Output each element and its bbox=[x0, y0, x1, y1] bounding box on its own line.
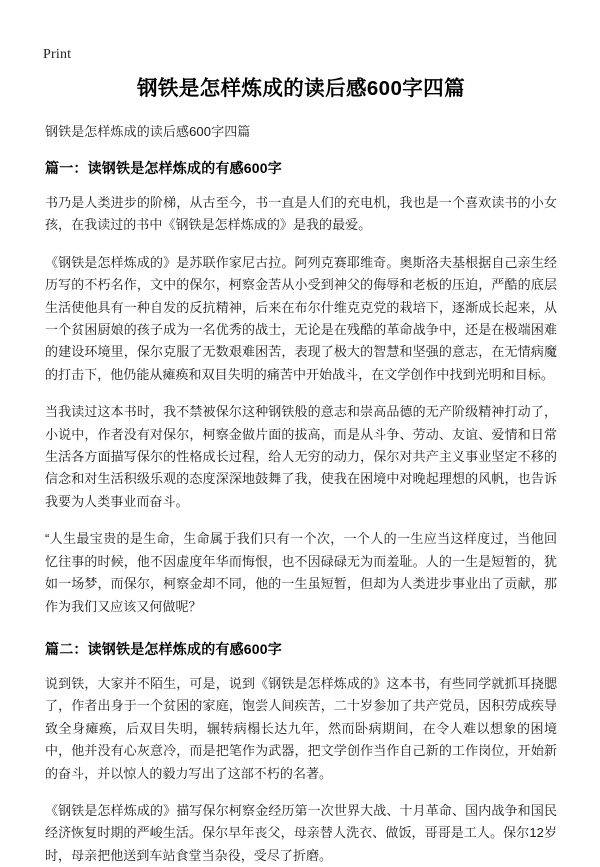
print-label[interactable]: Print bbox=[43, 47, 72, 62]
document-section bbox=[45, 639, 557, 867]
page-title: 钢铁是怎样炼成的读后感600字四篇 bbox=[136, 77, 465, 100]
section-heading: 篇一：读钢铁是怎样炼成的有感600字 bbox=[45, 160, 282, 176]
document-content bbox=[45, 76, 557, 867]
section-heading: 篇二：读钢铁是怎样炼成的有感600字 bbox=[45, 640, 282, 657]
section-paragraph: 说到铁，大家并不陌生，可是，说到《钢铁是怎样炼成的》这本书，有些同学就抓耳挠腮了，作者出身于一个贫困的家庭，饱尝人间疾苦，二十岁参加了共产党员，因积劳成疾导致全身瘫痪，后双目失明，辗转病榻长达九年，然而卧病期间，在令人难以想象的困境中，他并没有心灰意冷，而是把笔作为武器，把文学创作当作自己新的工作岗位，开始新的奋斗，并以惊人的毅力写出了这部不朽的名著。 bbox=[45, 675, 557, 781]
document-section bbox=[45, 158, 557, 618]
document-subtitle: 钢铁是怎样炼成的读后感600字四篇 bbox=[45, 124, 251, 139]
section-paragraph: 书乃是人类进步的阶梯，从古至今，书一直是人们的充电机，我也是一个喜欢读书的小女孩，在我读过的书中《钢铁是怎样炼成的》是我的最爱。 bbox=[45, 195, 557, 233]
section-paragraph: “人生最宝贵的是生命，生命属于我们只有一个次，一个人的一生应当这样度过，当他回忆往事的时候，他不因虚度年华而悔恨，也不因碌碌无为而羞耻。人的一生是短暂的，犹如一场梦，而保尔，柯察金却不同，他的一生虽短暂，但却为人类进步事业出了贡献，那作为我们又应该又何做呢？ bbox=[45, 531, 557, 614]
section-paragraph: 当我读过这本书时，我不禁被保尔这种钢铁般的意志和崇高品德的无产阶级精神打动了，小说中，作者没有对保尔，柯察金做片面的拔高，而是从斗争、劳动、友谊、爱情和日常生活各方面描写保尔的性格成长过程，给人无穷的动力，保尔对共产主义事业坚定不移的信念和对生活积级乐观的态度深深地鼓舞了我，使我在困境中对晚起理想的风帆，也告诉我要为人类事业而奋斗。 bbox=[45, 404, 557, 509]
section-paragraph: 《钢铁是怎样炼成的》是苏联作家尼古拉。阿列克赛耶维奇。奥斯洛夫基根据自己亲生经历写的不朽名作，文中的保尔，柯察金苦从小受到神父的侮辱和老板的压迫，严酷的底层生活使他具有一种自发的反抗精神，后来在布尔什维克克党的栽培下，逐渐成长起来，从一个贫困厨娘的孩子成为一名优秀的战士，无论是在残酷的革命战争中，还是在极端困难的建设环境里，保尔克服了无数艰难困苦，表现了极大的智慧和坚强的意志，在无情病魔的打击下，他仍能从瘫痪和双目失明的痛苦中开始战斗，在文学创作中找到光明和目标。 bbox=[45, 254, 557, 382]
section-paragraph: 《钢铁是怎样炼成的》描写保尔柯察金经历第一次世界大战、十月革命、国内战争和国民经济恢复时期的严峻生活。保尔早年丧父，母亲替人洗衣、做饭，哥哥是工人。保尔12岁时，母亲把他送到车站食堂当杂役，受尽了折磨。 bbox=[45, 802, 557, 863]
